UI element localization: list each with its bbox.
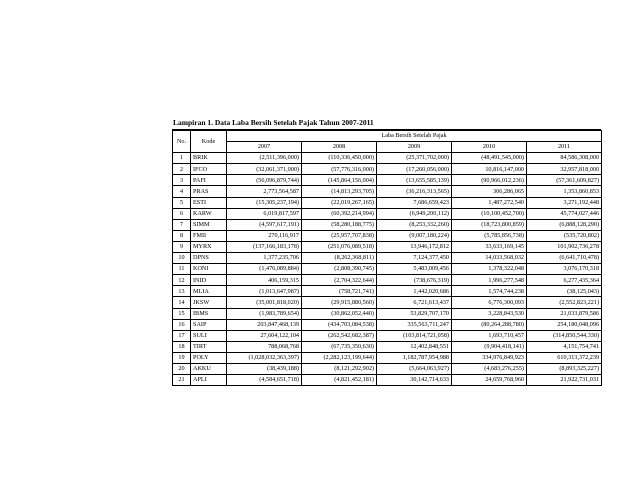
cell-value: (535,720,802) bbox=[527, 230, 602, 241]
cell-kode: JKSW bbox=[191, 297, 227, 308]
cell-value: (56,096,879,744) bbox=[227, 175, 302, 186]
cell-no: 8 bbox=[173, 230, 191, 241]
cell-value: (8,253,332,260) bbox=[377, 219, 452, 230]
header-kode: Kode bbox=[191, 131, 227, 153]
cell-value: 6,277,435,364 bbox=[527, 275, 602, 286]
cell-value: (38,439,188) bbox=[227, 363, 302, 374]
cell-value: 254,180,048,096 bbox=[527, 319, 602, 330]
cell-no: 7 bbox=[173, 219, 191, 230]
table-row bbox=[173, 330, 602, 341]
cell-kode: MYRX bbox=[191, 241, 227, 252]
cell-value: 21,922,731,031 bbox=[527, 375, 602, 386]
cell-kode: AKKU bbox=[191, 363, 227, 374]
cell-value: 1,442,020,686 bbox=[377, 286, 452, 297]
table-row bbox=[173, 375, 602, 386]
cell-value: 6,019,817,597 bbox=[227, 208, 302, 219]
cell-value: 10,816,147,000 bbox=[452, 164, 527, 175]
cell-value: (35,001,818,020) bbox=[227, 297, 302, 308]
cell-value: 788,068,768 bbox=[227, 341, 302, 352]
table-row bbox=[173, 275, 602, 286]
cell-kode: KONI bbox=[191, 264, 227, 275]
table-row bbox=[173, 352, 602, 363]
cell-value: 1,353,860,853 bbox=[527, 186, 602, 197]
cell-value: 6,776,300,093 bbox=[452, 297, 527, 308]
cell-value: (1,013,647,987) bbox=[227, 286, 302, 297]
cell-value: (17,260,056,000) bbox=[377, 164, 452, 175]
table-row bbox=[173, 308, 602, 319]
cell-value: (758,721,741) bbox=[302, 286, 377, 297]
cell-kode: APLI bbox=[191, 375, 227, 386]
cell-value: 1,574,744,238 bbox=[452, 286, 527, 297]
cell-value: (5,664,063,927) bbox=[377, 363, 452, 374]
cell-value: (251,076,089,518) bbox=[302, 241, 377, 252]
cell-no: 2 bbox=[173, 164, 191, 175]
cell-kode: BRIK bbox=[191, 153, 227, 164]
table-row bbox=[173, 264, 602, 275]
cell-value: (314,850,544,330) bbox=[527, 330, 602, 341]
cell-kode: FMII bbox=[191, 230, 227, 241]
header-year: 2008 bbox=[302, 142, 377, 153]
cell-value: 335,563,711,247 bbox=[377, 319, 452, 330]
cell-value: (8,121,292,902) bbox=[302, 363, 377, 374]
table-row bbox=[173, 297, 602, 308]
cell-no: 1 bbox=[173, 153, 191, 164]
cell-value: 334,976,849,923 bbox=[452, 352, 527, 363]
cell-value: 13,946,172,812 bbox=[377, 241, 452, 252]
cell-value: 5,483,009,456 bbox=[377, 264, 452, 275]
cell-value: 27,604,122,104 bbox=[227, 330, 302, 341]
cell-value: 12,402,848,551 bbox=[377, 341, 452, 352]
cell-value: (14,813,293,705) bbox=[302, 186, 377, 197]
cell-value: (1,476,089,884) bbox=[227, 264, 302, 275]
cell-value: (4,597,617,191) bbox=[227, 219, 302, 230]
table-row bbox=[173, 164, 602, 175]
cell-value: 610,313,372,239 bbox=[527, 352, 602, 363]
cell-value: 1,693,710,457 bbox=[452, 330, 527, 341]
cell-value: 32,957,818,000 bbox=[527, 164, 602, 175]
cell-no: 11 bbox=[173, 264, 191, 275]
table-row bbox=[173, 153, 602, 164]
cell-value: 306,286,065 bbox=[452, 186, 527, 197]
header-year: 2010 bbox=[452, 142, 527, 153]
table-row bbox=[173, 341, 602, 352]
cell-no: 20 bbox=[173, 363, 191, 374]
cell-kode: PRAS bbox=[191, 186, 227, 197]
cell-value: (80,264,288,780) bbox=[452, 319, 527, 330]
header-year: 2007 bbox=[227, 142, 302, 153]
cell-value: 3,271,192,448 bbox=[527, 197, 602, 208]
cell-value: 1,378,322,048 bbox=[452, 264, 527, 275]
header-no: No. bbox=[173, 131, 191, 153]
cell-value: (4,584,651,718) bbox=[227, 375, 302, 386]
cell-no: 6 bbox=[173, 208, 191, 219]
cell-value: 30,142,714,633 bbox=[377, 375, 452, 386]
table-row bbox=[173, 175, 602, 186]
header-year: 2011 bbox=[527, 142, 602, 153]
cell-kode: SAIP bbox=[191, 319, 227, 330]
cell-kode: ESTI bbox=[191, 197, 227, 208]
cell-no: 10 bbox=[173, 253, 191, 264]
cell-value: 24,659,768,960 bbox=[452, 375, 527, 386]
header-year: 2009 bbox=[377, 142, 452, 153]
cell-value: (9,007,180,224) bbox=[377, 230, 452, 241]
cell-kode: IBMS bbox=[191, 308, 227, 319]
cell-value: (57,776,316,000) bbox=[302, 164, 377, 175]
table-title: Lampiran 1. Data Laba Bersih Setelah Pajak Tahun 2007-2011 bbox=[172, 117, 601, 130]
cell-value: (2,282,123,199,644) bbox=[302, 352, 377, 363]
table-row bbox=[173, 253, 602, 264]
cell-kode: KARW bbox=[191, 208, 227, 219]
cell-no: 4 bbox=[173, 186, 191, 197]
cell-value: 14,033,568,032 bbox=[452, 253, 527, 264]
cell-value: (4,683,276,255) bbox=[452, 363, 527, 374]
cell-value: (58,280,188,775) bbox=[302, 219, 377, 230]
cell-no: 14 bbox=[173, 297, 191, 308]
cell-kode: SIMM bbox=[191, 219, 227, 230]
cell-value: (48,491,545,000) bbox=[452, 153, 527, 164]
cell-value: (1,983,789,654) bbox=[227, 308, 302, 319]
table-row bbox=[173, 241, 602, 252]
cell-kode: PAFI bbox=[191, 175, 227, 186]
cell-value: 1,182,787,954,988 bbox=[377, 352, 452, 363]
table-row bbox=[173, 208, 602, 219]
cell-value: (8,893,325,227) bbox=[527, 363, 602, 374]
cell-value: 33,633,169,145 bbox=[452, 241, 527, 252]
cell-value: (5,785,856,738) bbox=[452, 230, 527, 241]
table-row bbox=[173, 219, 602, 230]
cell-value: (2,511,396,000) bbox=[227, 153, 302, 164]
cell-value: 101,902,736,278 bbox=[527, 241, 602, 252]
cell-no: 9 bbox=[173, 241, 191, 252]
cell-value: (110,336,450,000) bbox=[302, 153, 377, 164]
cell-value: (18,723,800,859) bbox=[452, 219, 527, 230]
cell-kode: SULI bbox=[191, 330, 227, 341]
table-row bbox=[173, 186, 602, 197]
spreadsheet-area bbox=[172, 117, 601, 386]
cell-value: (25,371,702,000) bbox=[377, 153, 452, 164]
cell-no: 19 bbox=[173, 352, 191, 363]
table-row bbox=[173, 363, 602, 374]
cell-value: 45,774,027,446 bbox=[527, 208, 602, 219]
cell-value: 203,847,468,139 bbox=[227, 319, 302, 330]
cell-value: 84,586,308,000 bbox=[527, 153, 602, 164]
cell-value: (145,864,156,004) bbox=[302, 175, 377, 186]
cell-no: 5 bbox=[173, 197, 191, 208]
cell-kode: DPNS bbox=[191, 253, 227, 264]
cell-kode: POLY bbox=[191, 352, 227, 363]
cell-value: 406,159,315 bbox=[227, 275, 302, 286]
cell-value: 1,487,272,540 bbox=[452, 197, 527, 208]
cell-kode: IFCO bbox=[191, 164, 227, 175]
cell-kode: INID bbox=[191, 275, 227, 286]
cell-value: (30,862,052,440) bbox=[302, 308, 377, 319]
cell-no: 15 bbox=[173, 308, 191, 319]
cell-value: (60,392,214,994) bbox=[302, 208, 377, 219]
cell-value: (13,655,585,139) bbox=[377, 175, 452, 186]
cell-no: 3 bbox=[173, 175, 191, 186]
cell-value: 1,996,277,548 bbox=[452, 275, 527, 286]
cell-value: (9,904,418,141) bbox=[452, 341, 527, 352]
cell-value: (738,676,319) bbox=[377, 275, 452, 286]
cell-value: (1,028,032,363,397) bbox=[227, 352, 302, 363]
cell-value: 7,124,377,450 bbox=[377, 253, 452, 264]
cell-value: (38,125,043) bbox=[527, 286, 602, 297]
cell-value: 6,721,613,437 bbox=[377, 297, 452, 308]
cell-value: (6,888,128,290) bbox=[527, 219, 602, 230]
cell-value: (32,061,371,000) bbox=[227, 164, 302, 175]
cell-value: (29,915,880,560) bbox=[302, 297, 377, 308]
cell-value: (2,552,823,221) bbox=[527, 297, 602, 308]
cell-value: 53,829,707,170 bbox=[377, 308, 452, 319]
cell-value: (4,821,452,181) bbox=[302, 375, 377, 386]
cell-value: (434,703,084,538) bbox=[302, 319, 377, 330]
cell-value: (36,216,313,565) bbox=[377, 186, 452, 197]
table-row bbox=[173, 319, 602, 330]
cell-value: (25,957,707,838) bbox=[302, 230, 377, 241]
table-row bbox=[173, 230, 602, 241]
cell-value: 1,377,235,706 bbox=[227, 253, 302, 264]
cell-value: (67,735,350,630) bbox=[302, 341, 377, 352]
cell-no: 17 bbox=[173, 330, 191, 341]
cell-value: (103,814,721,058) bbox=[377, 330, 452, 341]
cell-value: (90,966,012,236) bbox=[452, 175, 527, 186]
cell-value: (15,305,237,194) bbox=[227, 197, 302, 208]
cell-value: (57,361,609,827) bbox=[527, 175, 602, 186]
cell-kode: TIRT bbox=[191, 341, 227, 352]
cell-no: 12 bbox=[173, 275, 191, 286]
cell-value: 3,076,170,318 bbox=[527, 264, 602, 275]
cell-no: 13 bbox=[173, 286, 191, 297]
cell-value: (137,166,183,178) bbox=[227, 241, 302, 252]
cell-value: 7,686,659,423 bbox=[377, 197, 452, 208]
cell-value: 270,116,917 bbox=[227, 230, 302, 241]
cell-value: (262,542,682,387) bbox=[302, 330, 377, 341]
cell-value: (22,019,267,165) bbox=[302, 197, 377, 208]
cell-value: (8,262,368,811) bbox=[302, 253, 377, 264]
cell-value: (10,100,452,700) bbox=[452, 208, 527, 219]
cell-value: (2,704,322,644) bbox=[302, 275, 377, 286]
cell-value: 2,773,564,587 bbox=[227, 186, 302, 197]
header-group: Laba Bersih Setelah Pajak bbox=[227, 131, 602, 142]
table-row bbox=[173, 197, 602, 208]
cell-value: 3,228,843,530 bbox=[452, 308, 527, 319]
profit-table bbox=[172, 130, 602, 386]
cell-value: (6,641,710,478) bbox=[527, 253, 602, 264]
cell-value: 4,151,754,741 bbox=[527, 341, 602, 352]
cell-value: (6,949,200,112) bbox=[377, 208, 452, 219]
cell-value: (2,808,390,745) bbox=[302, 264, 377, 275]
cell-no: 21 bbox=[173, 375, 191, 386]
table-row bbox=[173, 286, 602, 297]
cell-no: 18 bbox=[173, 341, 191, 352]
cell-kode: MLIA bbox=[191, 286, 227, 297]
cell-value: 21,033,879,586 bbox=[527, 308, 602, 319]
cell-no: 16 bbox=[173, 319, 191, 330]
